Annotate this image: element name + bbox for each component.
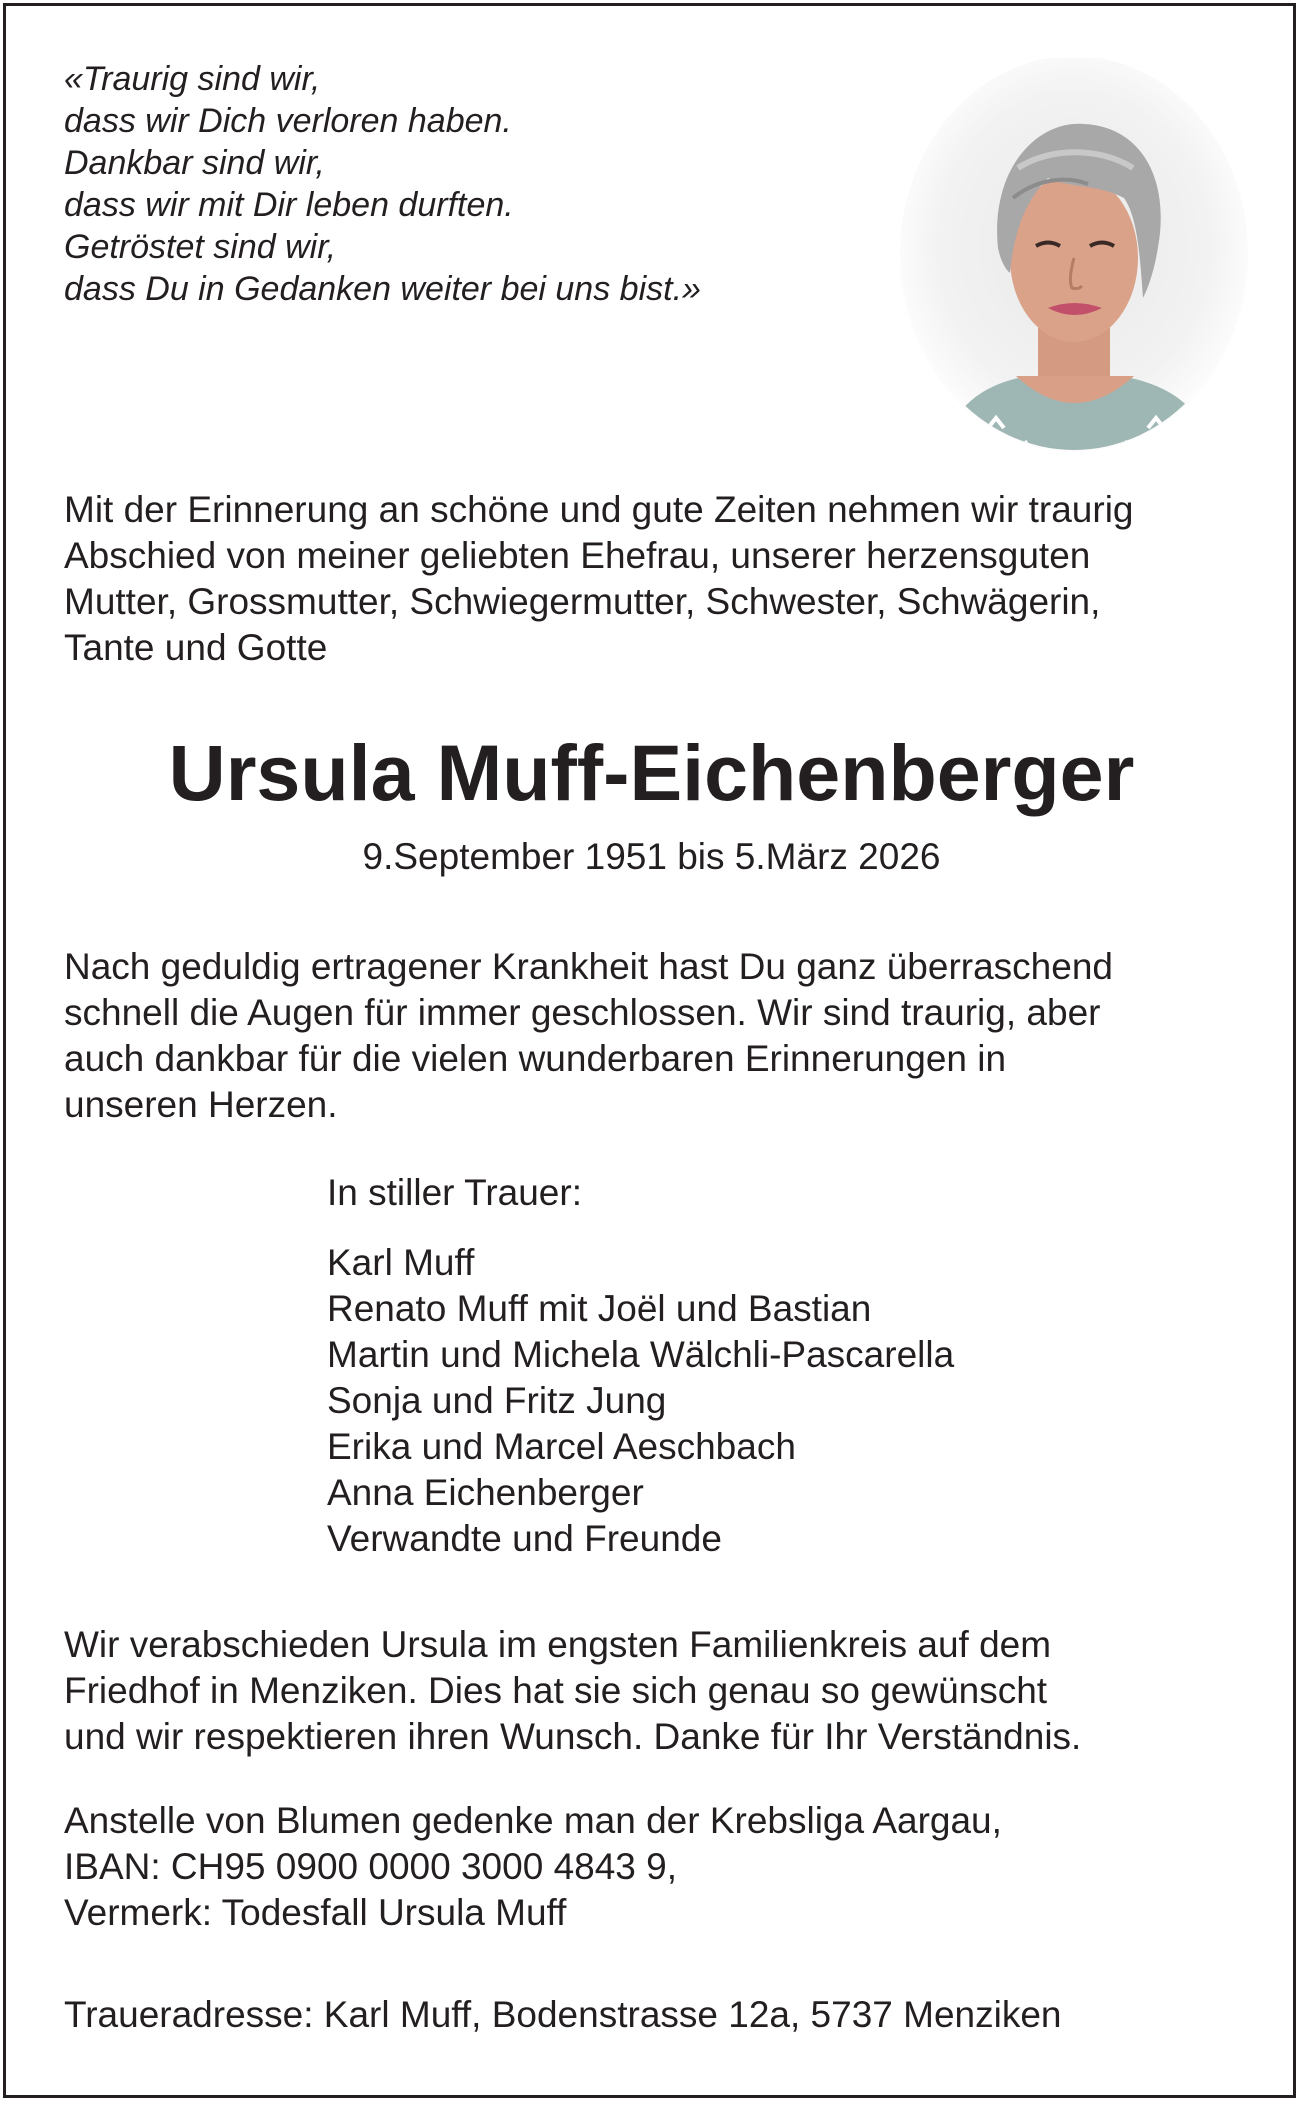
mourners-list (327, 1240, 954, 1562)
text-line: Friedhof in Menziken. Dies hat sie sich genau so gewünscht (64, 1670, 1048, 1711)
text-line: Anstelle von Blumen gedenke man der Krebsliga Aargau, (64, 1800, 1002, 1841)
text-line: Wir verabschieden Ursula im engsten Familienkreis auf dem (64, 1624, 1052, 1665)
text-line: und wir respektieren ihren Wunsch. Danke für Ihr Verständnis. (64, 1716, 1082, 1757)
poem-line: Dankbar sind wir, (64, 144, 325, 182)
poem-line: Getröstet sind wir, (64, 228, 337, 266)
mourner-name: Anna Eichenberger (327, 1472, 644, 1513)
funeral-info-paragraph (64, 1622, 1081, 1760)
text-line: Nach geduldig ertragener Krankheit hast Du ganz überraschend (64, 946, 1113, 987)
mourner-name: Sonja und Fritz Jung (327, 1380, 667, 1421)
text-line: Mit der Erinnerung an schöne und gute Zeiten nehmen wir traurig (64, 489, 1134, 530)
intro-paragraph (64, 487, 1134, 671)
donation-paragraph (64, 1798, 1002, 1936)
text-line: auch dankbar für die vielen wunderbaren Erinnerungen in (64, 1038, 1007, 1079)
poem-line: dass wir Dich verloren haben. (64, 102, 512, 140)
life-dates: 9.September 1951 bis 5.März 2026 (362, 836, 941, 877)
text-line: Vermerk: Todesfall Ursula Muff (64, 1892, 567, 1933)
text-line: Abschied von meiner geliebten Ehefrau, unserer herzensguten (64, 535, 1091, 576)
mourner-name: Erika und Marcel Aeschbach (327, 1426, 796, 1467)
mourning-label: In stiller Trauer: (327, 1172, 582, 1213)
deceased-name: Ursula Muff-Eichenberger (168, 728, 1135, 817)
mourner-name: Verwandte und Freunde (327, 1518, 722, 1559)
text-line: unseren Herzen. (64, 1084, 338, 1125)
poem-line: «Traurig sind wir, (64, 60, 321, 98)
poem-line: dass Du in Gedanken weiter bei uns bist.» (64, 270, 701, 308)
farewell-paragraph (64, 944, 1113, 1128)
text-line: schnell die Augen für immer geschlossen. Wir sind traurig, aber (64, 992, 1101, 1033)
text-line: Tante und Gotte (64, 627, 328, 668)
poem (64, 58, 701, 310)
portrait-photo (898, 58, 1250, 466)
text-line: Mutter, Grossmutter, Schwiegermutter, Schwester, Schwägerin, (64, 581, 1101, 622)
mourner-name: Renato Muff mit Joël und Bastian (327, 1288, 872, 1329)
poem-line: dass wir mit Dir leben durften. (64, 186, 514, 224)
text-line: IBAN: CH95 0900 0000 3000 4843 9, (64, 1846, 678, 1887)
mourner-name: Martin und Michela Wälchli-Pascarella (327, 1334, 955, 1375)
mourning-address: Traueradresse: Karl Muff, Bodenstrasse 12a, 5737 Menziken (64, 1994, 1062, 2035)
mourner-name: Karl Muff (327, 1242, 475, 1283)
